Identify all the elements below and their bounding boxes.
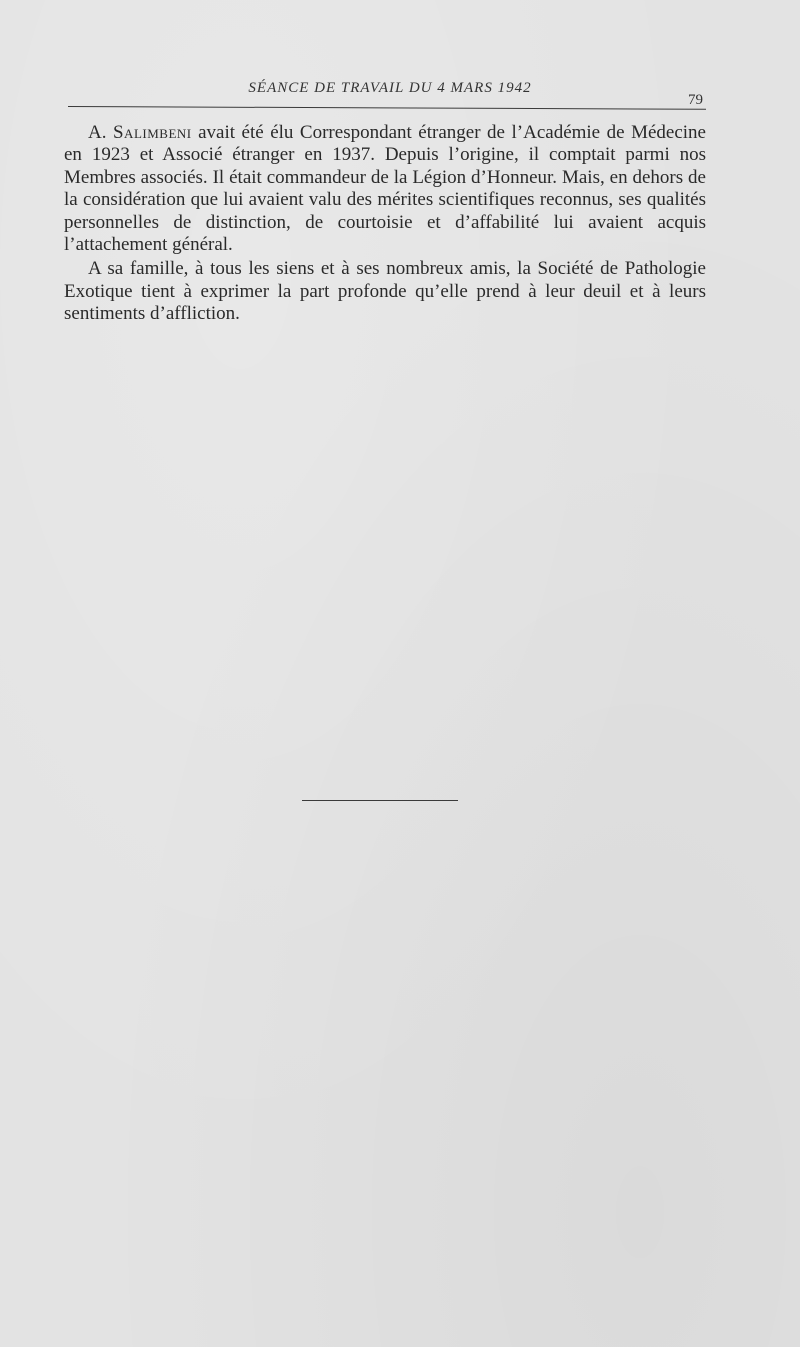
paragraph-1-name: Salimbeni: [112, 122, 192, 143]
paragraph-1-text: avait été élu Correspondant étranger de l’Académie de Médecine en 1923 et Associé étranger en 1937. Depuis l’origine, il comptait parmi nos Membres associés. Il était commandeur de la Légion d’Honneur. Mais, en dehors de la considération que lui avaient valu des mérites scientifiques reconnus, ses qualités personnelles de distinction, de courtoisie et d’affabilité lui avaient acquis l’attachement général.: [64, 122, 706, 256]
header-rule: [68, 106, 706, 110]
paragraph-1-initial: A.: [88, 122, 113, 143]
running-head: SÉANCE DE TRAVAIL DU 4 MARS 1942: [248, 80, 532, 96]
end-rule: [302, 800, 458, 801]
obituary-text: [64, 122, 706, 326]
page-number: 79: [688, 92, 703, 108]
paragraph-2: A sa famille, à tous les siens et à ses nombreux amis, la Société de Pathologie Exotique tient à exprimer la part profonde qu’elle prend à leur deuil et à leurs sentiments d’affliction.: [64, 258, 706, 325]
paragraph-1: [64, 122, 706, 256]
